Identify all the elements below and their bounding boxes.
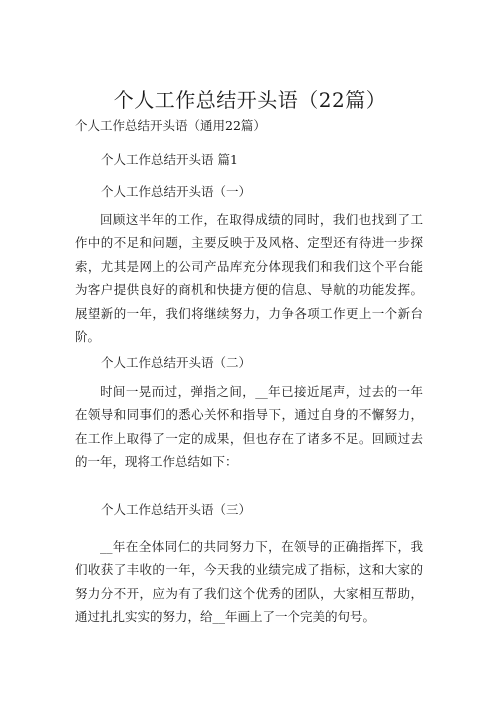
document-subtitle: 个人工作总结开头语（通用22篇） (75, 118, 266, 133)
document-title: 个人工作总结开头语（22篇） (113, 88, 387, 112)
part-paragraph-2: 时间一晃而过，弹指之间，__年已接近尾声，过去的一年在领导和同事们的悉心关怀和指导下，通过自身的不懈努力，在工作上取得了一定的成果，但也存在了诸多不足。回顾过去的一年，现将工作总结如下： (75, 384, 423, 470)
part-paragraph-1: 回顾这半年的工作，在取得成绩的同时，我们也找到了工作中的不足和问题，主要反映于及风格、定型还有待进一步探索，尤其是网上的公司产品库充分体现我们和我们这个平台能为客户提供良好的商机和快捷方便的信息、导航的功能发挥。展望新的一年，我们将继续努力，力争各项工作更上一个新台阶。 (75, 212, 423, 345)
part-paragraph-3: __年在全体同仁的共同努力下，在领导的正确指挥下，我们收获了丰收的一年，今天我的业绩完成了指标，这和大家的努力分不开，应为有了我们这个优秀的团队，大家相互帮助，通过扎扎实实的努力，给__年画上了一个完美的句号。 (75, 539, 423, 625)
part-heading-2: 个人工作总结开头语（二） (101, 355, 252, 370)
part-heading-3: 个人工作总结开头语（三） (101, 502, 252, 517)
section-heading: 个人工作总结开头语 篇1 (101, 152, 238, 167)
part-heading-1: 个人工作总结开头语（一） (101, 184, 252, 199)
